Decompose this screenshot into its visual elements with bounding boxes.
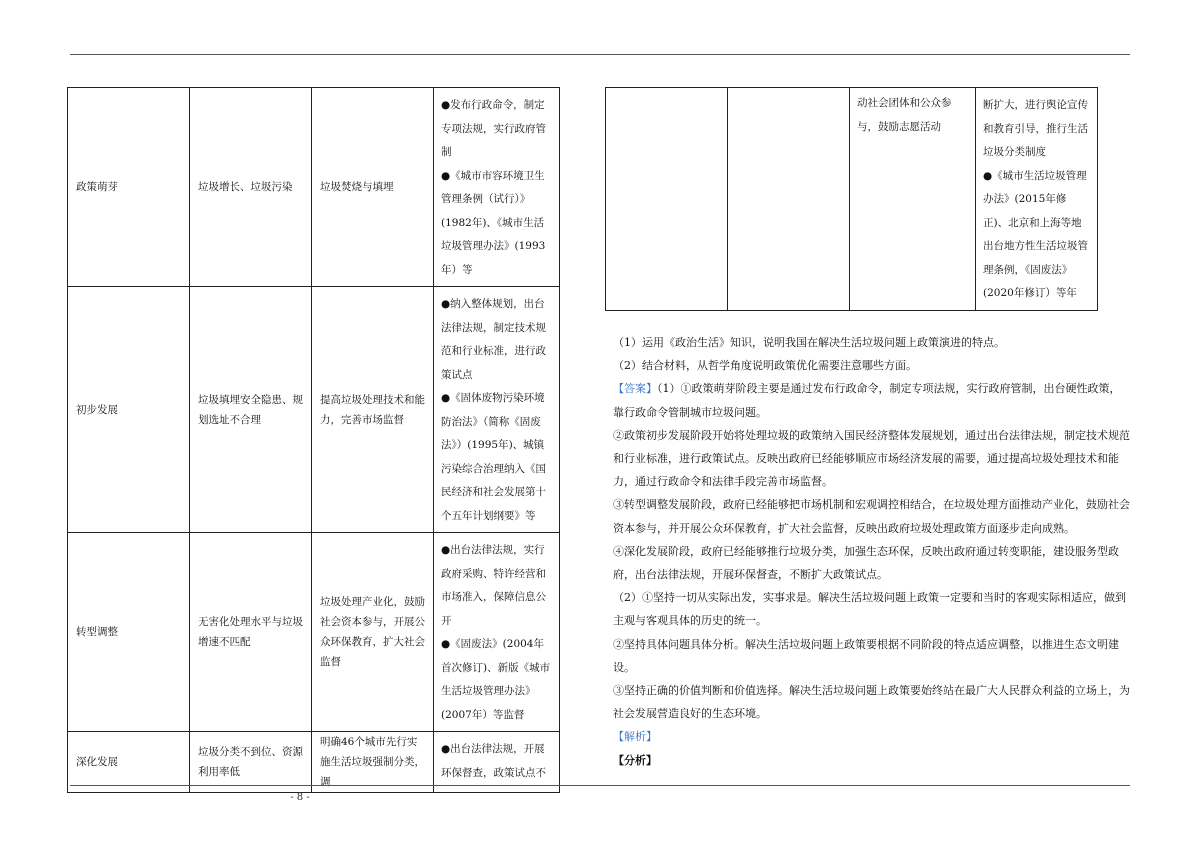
policy-line: ●纳入整体规划，出台法律法规，制定技术规范和行业标准，进行政策试点: [441, 298, 546, 381]
answer-text: （1）①政策萌芽阶段主要是通过发布行政命令，制定专项法规，实行政府管制，出台硬性政策，靠行政命令管制城市垃圾问题。: [613, 382, 1121, 419]
answer-paragraph: ②坚持具体问题具体分析。解决生活垃圾问题上政策要根据不同阶段的特点适应调整，以推进生态文明建设。: [613, 637, 1119, 674]
answer-paragraph: ④深化发展阶段，政府已经能够推行垃圾分类，加强生态环保，反映出政府通过转变职能，建设服务型政府，出台法律法规，开展环保督查，不断扩大政策试点。: [613, 544, 1119, 582]
answer-paragraph: ②政策初步发展阶段开始将处理垃圾的政策纳入国民经济整体发展规划，通过出台法律法规，制定技术规范和行业标准，进行政策试点。反映出政府已经能够顺应市场经济发展的需要，通过提高垃圾处理技术和能力，通过行政命令和法律手段完善市场监督。: [613, 428, 1130, 489]
problem-cell: 垃圾增长、垃圾污染: [190, 88, 312, 287]
policy-line: ●《固体废物污染环境防治法》（简称《固废法》）(1995年)、城镇污染综合治理纳入《国民经济和社会发展第十个五年计划纲要》等: [441, 392, 546, 522]
measure-cell: 动社会团体和公众参与，鼓励志愿活动: [850, 88, 976, 311]
policy-line: ●《城市生活垃圾管理办法》(2015年修正)、北京和上海等地出台地方性生活垃圾管理条例，《固废法》(2020年修订）等年: [983, 169, 1088, 299]
answer-paragraph: （2）①坚持一切从实际出发，实事求是。解决生活垃圾问题上政策一定要和当时的客观实际相适应，做到主观与客观具体的历史的统一。: [613, 591, 1126, 628]
policy-cell: [434, 732, 560, 793]
problem-cell: 垃圾填埋安全隐患、规划选址不合理: [190, 287, 312, 533]
table-row: [68, 287, 560, 533]
measure-cell: 提高垃圾处理技术和能力，完善市场监督: [312, 287, 434, 533]
analysis-tag: 【解析】: [613, 730, 657, 744]
table-row: [68, 732, 560, 793]
header-rule: [70, 54, 1130, 55]
page-number: - 8 -: [290, 792, 310, 803]
problem-cell: 垃圾分类不到位、资源利用率低: [190, 732, 312, 793]
policy-cell: [434, 88, 560, 287]
answer-paragraph: ③转型调整发展阶段，政府已经能够把市场机制和宏观调控相结合，在垃圾处理方面推动产业化，鼓励社会资本参与，并开展公众环保教育，扩大社会监督，反映出政府垃圾处理政策方面逐步走向成熟。: [613, 498, 1130, 535]
problem-cell: 无害化处理水平与垃圾增速不匹配: [190, 533, 312, 732]
stage-cell: 转型调整: [68, 533, 190, 732]
policy-line: 断扩大，进行舆论宣传和教育引导，推行生活垃圾分类制度: [983, 99, 1088, 158]
measure-cell: 垃圾处理产业化，鼓励社会资本参与，开展公众环保教育，扩大社会监督: [312, 533, 434, 732]
question-line: （1）运用《政治生活》知识，说明我国在解决生活垃圾问题上政策演进的特点。: [613, 336, 1005, 349]
table-row: [68, 88, 560, 287]
policy-cell: [976, 88, 1098, 311]
policy-cell: [434, 287, 560, 533]
measure-cell: 明确46个城市先行实施生活垃圾强制分类，调: [312, 732, 434, 793]
answer-tag: 【答案】: [613, 382, 657, 396]
problem-cell: [728, 88, 850, 311]
question-line: （2）结合材料，从哲学角度说明政策优化需要注意哪些方面。: [613, 359, 917, 373]
fenxi-tag: 【分析】: [613, 753, 657, 767]
policy-line: ●出台法律法规，实行政府采购、特许经营和市场准入，保障信息公开: [441, 544, 546, 627]
policy-line: ●发布行政命令，制定专项法规，实行政府管制: [441, 99, 546, 158]
policy-line: ●《固废法》(2004年首次修订)、新版《城市生活垃圾管理办法》(2007年）等监督: [441, 638, 551, 721]
answer-paragraph: ③坚持正确的价值判断和价值选择。解决生活垃圾问题上政策要始终站在最广大人民群众利益的立场上，为社会发展营造良好的生态环境。: [613, 684, 1130, 721]
answer-first-paragraph: [613, 377, 1131, 423]
stage-cell: [606, 88, 728, 311]
footer-rule: [70, 785, 1130, 786]
policy-line: ●出台法律法规，开展环保督查，政策试点不: [441, 743, 546, 779]
stage-cell: 政策萌芽: [68, 88, 190, 287]
table-row: [606, 88, 1098, 311]
policy-cell: [434, 533, 560, 732]
left-policy-table: [67, 87, 560, 793]
policy-line: ●《城市市容环境卫生管理条例（试行）》(1982年)、《城市生活垃圾管理办法》(1993年）等: [441, 169, 546, 276]
measure-cell: 垃圾焚烧与填埋: [312, 88, 434, 287]
right-policy-table: [605, 87, 1098, 311]
stage-cell: 初步发展: [68, 287, 190, 533]
stage-cell: 深化发展: [68, 732, 190, 793]
table-row: [68, 533, 560, 732]
answer-section: [613, 331, 1131, 772]
